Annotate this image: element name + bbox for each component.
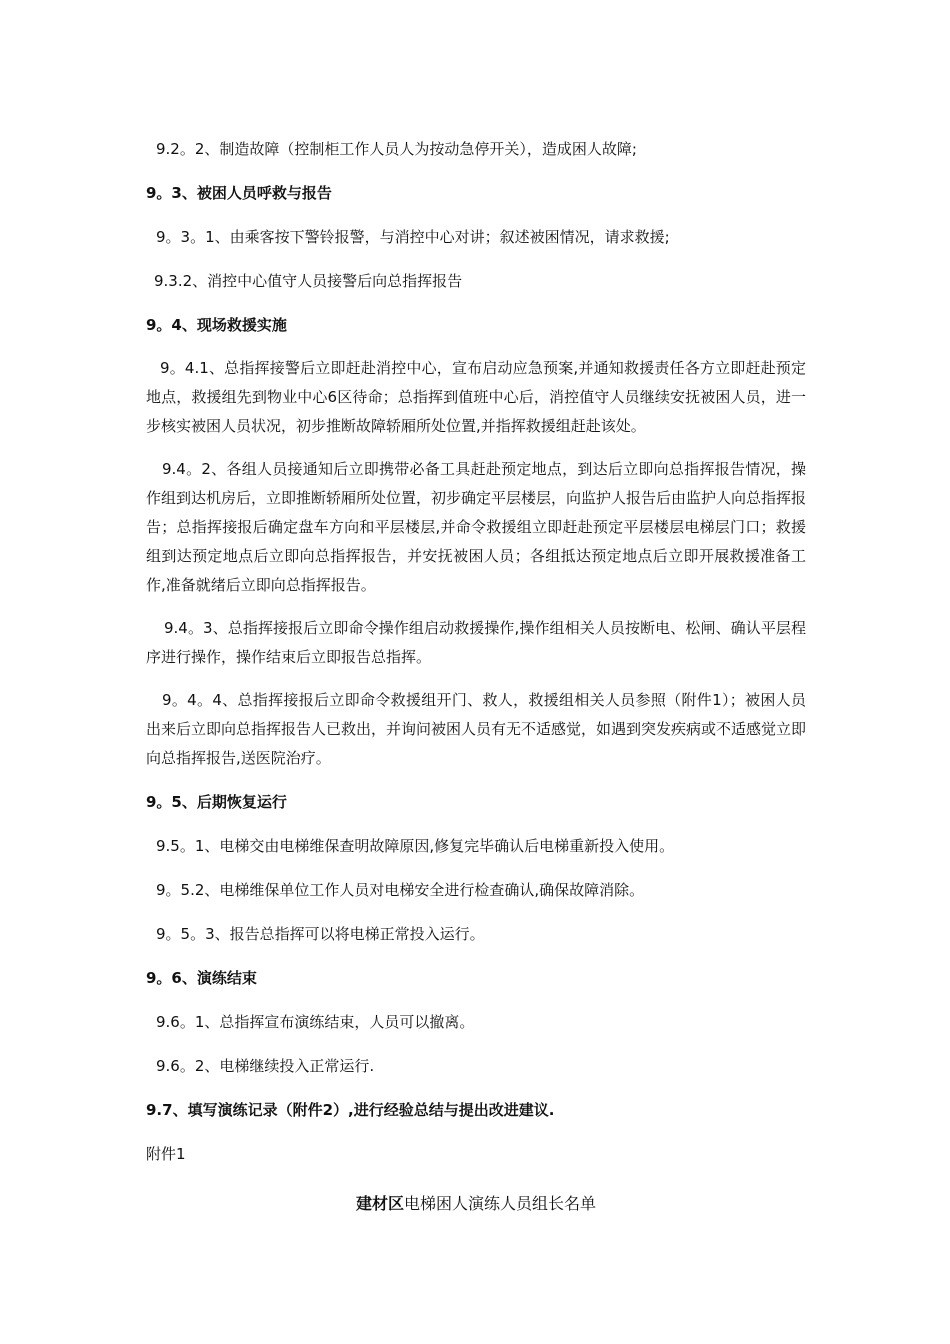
heading-9-6: 9。6、演练结束: [146, 969, 257, 987]
title-district: 建材区: [355, 1194, 404, 1213]
title-text: 电梯困人演练人员组长名单: [404, 1194, 597, 1213]
heading-9-5: 9。5、后期恢复运行: [146, 793, 287, 811]
document-body: [146, 120, 806, 1219]
heading-9-7: 9.7、填写演练记录（附件2）,进行经验总结与提出改进建议.: [146, 1101, 555, 1119]
section-9-6-1: 9.6。1、总指挥宣布演练结束，人员可以撤离。: [156, 1013, 475, 1031]
section-9-3-2: 9.3.2、消控中心值守人员接警后向总指挥报告: [154, 272, 463, 290]
section-9-5-2: 9。5.2、电梯维保单位工作人员对电梯安全进行检查确认,确保故障消除。: [156, 881, 645, 899]
heading-9-4: 9。4、现场救援实施: [146, 316, 287, 334]
section-9-4-1: 9。4.1、总指挥接警后立即赶赴消控中心，宣布启动应急预案,并通知救援责任各方立即赶赴预定地点，救援组先到物业中心6区待命；总指挥到值班中心后，消控值守人员继续安抚被困人员，进一步核实被困人员状况，初步推断故障轿厢所处位置,并指挥救援组赶赴该处。: [146, 359, 806, 435]
heading-9-3: 9。3、被困人员呼救与报告: [146, 184, 332, 202]
section-9-3-1: 9。3。1、由乘客按下警铃报警，与消控中心对讲；叙述被困情况，请求救援;: [156, 228, 670, 246]
section-9-5-3: 9。5。3、报告总指挥可以将电梯正常投入运行。: [156, 925, 485, 943]
section-9-2-2: 9.2。2、制造故障（控制柜工作人员人为按动急停开关），造成困人故障;: [156, 140, 637, 158]
attachment-label: 附件1: [146, 1145, 186, 1163]
attachment-title: [146, 1189, 806, 1219]
section-9-6-2: 9.6。2、电梯继续投入正常运行.: [156, 1057, 375, 1075]
section-9-5-1: 9.5。1、电梯交由电梯维保查明故障原因,修复完毕确认后电梯重新投入使用。: [156, 837, 675, 855]
section-9-4-3: 9.4。3、总指挥接报后立即命令操作组启动救援操作,操作组相关人员按断电、松闸、确认平层程序进行操作，操作结束后立即报告总指挥。: [146, 619, 806, 666]
section-9-4-2: 9.4。2、各组人员接通知后立即携带必备工具赶赴预定地点，到达后立即向总指挥报告情况，操作组到达机房后，立即推断轿厢所处位置，初步确定平层楼层，向监护人报告后由监护人向总指挥报告；总指挥接报后确定盘车方向和平层楼层,并命令救援组立即赶赴预定平层楼层电梯层门口；救援组到达预定地点后立即向总指挥报告，并安抚被困人员；各组抵达预定地点后立即开展救援准备工作,准备就绪后立即向总指挥报告。: [146, 460, 807, 594]
section-9-4-4: 9。4。4、总指挥接报后立即命令救援组开门、救人，救援组相关人员参照（附件1）；被困人员出来后立即向总指挥报告人已救出，并询问被困人员有无不适感觉，如遇到突发疾病或不适感觉立即向总指挥报告,送医院治疗。: [146, 691, 807, 767]
